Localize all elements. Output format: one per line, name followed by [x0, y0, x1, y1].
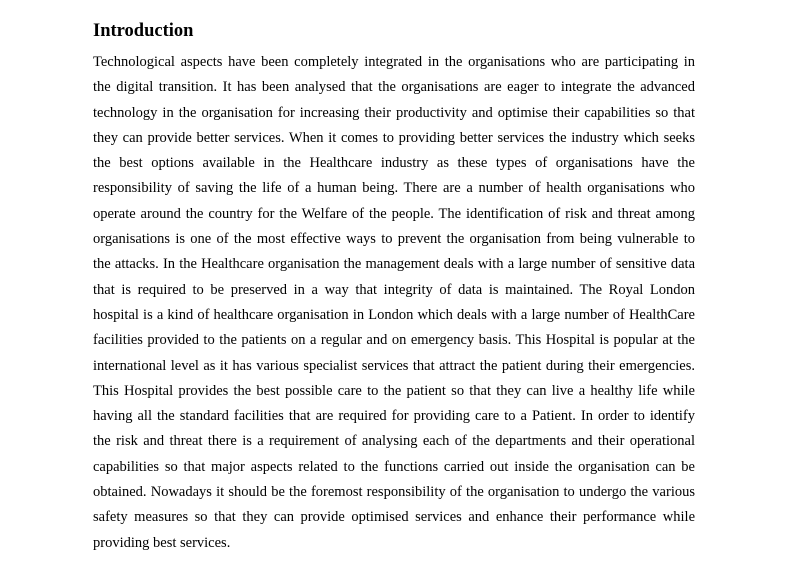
paragraph-line: facilities provided to the patients on a regular and on emergency basis. This Hospital is popular at the [93, 332, 695, 349]
paragraph-line: the attacks. In the Healthcare organisation the management deals with a large number of sensitive data [93, 256, 695, 273]
paragraph-line: responsibility of saving the life of a human being. There are a number of health organisations who [93, 180, 695, 197]
paragraph-line: organisations is one of the most effective ways to prevent the organisation from being vulnerable to [93, 231, 695, 248]
paragraph-line: technology in the organisation for increasing their productivity and optimise their capabilities so that [93, 104, 695, 121]
paragraph-line: the best options available in the Healthcare industry as these types of organisations have the [93, 155, 695, 172]
paragraph-line: capabilities so that major aspects related to the functions carried out inside the organisation can be [93, 458, 695, 475]
paragraph-line: international level as it has various specialist services that attract the patient during their emergencies. [93, 357, 695, 374]
paragraph-line: the risk and threat there is a requirement of analysing each of the departments and their operational [93, 433, 695, 450]
paragraph-line: that is required to be preserved in a way that integrity of data is maintained. The Royal London [93, 281, 695, 298]
document-page [93, 18, 695, 556]
paragraph-line: safety measures so that they can provide optimised services and enhance their performance while [93, 509, 695, 526]
paragraph-line: providing best services. [93, 534, 231, 551]
introduction-paragraph [93, 50, 695, 556]
paragraph-line: This Hospital provides the best possible care to the patient so that they can live a healthy life while [93, 382, 695, 399]
paragraph-line: Technological aspects have been completely integrated in the organisations who are participating in [93, 54, 695, 70]
paragraph-line: having all the standard facilities that are required for providing care to a Patient. In order to identify [93, 408, 695, 425]
paragraph-line: they can provide better services. When it comes to providing better services the industry which seeks [93, 129, 695, 146]
paragraph-line: operate around the country for the Welfare of the people. The identification of risk and threat among [93, 205, 695, 222]
paragraph-line: the digital transition. It has been analysed that the organisations are eager to integrate the advanced [93, 79, 695, 96]
paragraph-line: hospital is a kind of healthcare organisation in London which deals with a large number of HealthCare [93, 306, 695, 323]
section-heading: Introduction [93, 21, 194, 41]
paragraph-line: obtained. Nowadays it should be the foremost responsibility of the organisation to undergo the various [93, 484, 695, 501]
